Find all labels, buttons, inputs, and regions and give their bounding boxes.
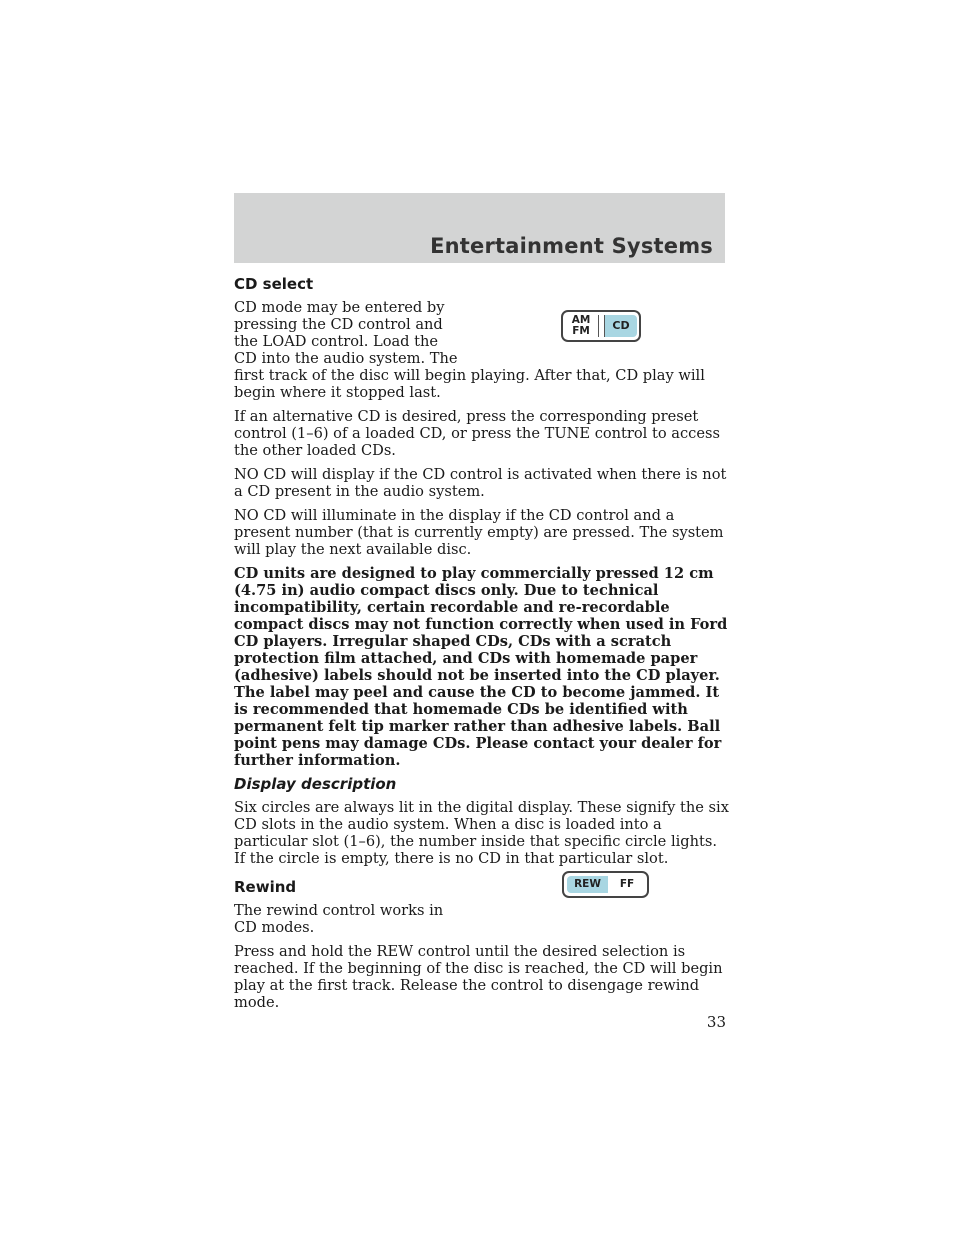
amfm-label-am: AM: [571, 314, 591, 326]
cd-select-heading: CD select: [234, 275, 314, 293]
cd-select-paragraph-2: If an alternative CD is desired, press the corresponding preset control (1–6) of a loaded CD, or press the TUNE control to access the other loaded CDs.: [234, 408, 720, 459]
cd-warning-paragraph: CD units are designed to play commercially pressed 12 cm (4.75 in) audio compact discs only. Due to technical incompatibility, certain recordable and re-recordable compact discs may not function correctly when used in Ford CD players. Irregular shaped CDs, CDs with a scratch protection film attached, and CDs with homemade paper (adhesive) labels should not be inserted into the CD player. The label may peel and cause the CD to become jammed. It is recommended that homemade CDs be identified with permanent felt tip marker rather than adhesive labels. Ball point pens may damage CDs. Please contact your dealer for further information.: [234, 565, 728, 769]
rewind-paragraph-2: Press and hold the REW control until the desired selection is reached. If the beginning of the disc is reached, the CD will begin play at the first track. Release the control to disengage rewind mode.: [234, 943, 723, 1011]
section-header-band: [234, 193, 725, 263]
rewind-paragraph-1: The rewind control works in CD modes.: [234, 902, 444, 936]
display-description-paragraph: Six circles are always lit in the digital display. These signify the six CD slots in the audio system. When a disc is loaded into a particular slot (1–6), the number inside that specific circle lights. If the circle is empty, there is no CD in that particular slot.: [234, 799, 729, 867]
illustration-space: [464, 299, 730, 367]
page-number: 33: [706, 1013, 726, 1031]
cd-select-paragraph-3: NO CD will display if the CD control is activated when there is not a CD present in the audio system.: [234, 466, 727, 500]
rew-button-segment: REW: [567, 876, 608, 893]
illustration-space-2: [464, 902, 730, 936]
rewind-heading: Rewind: [234, 878, 297, 896]
display-description-heading: Display description: [234, 775, 397, 793]
cd-select-paragraph-4: NO CD will illuminate in the display if the CD control and a present number (that is currently empty) are pressed. The system will play the next available disc.: [234, 507, 724, 558]
cd-select-paragraph-1: CD mode may be entered by pressing the CD control and the LOAD control. Load the CD into the audio system. The first track of the disc will begin playing. After that, CD play will begin where it stopped last.: [234, 299, 705, 401]
ff-button-segment: FF: [619, 878, 635, 890]
section-title: Entertainment Systems: [430, 234, 713, 258]
manual-content: [234, 276, 730, 1018]
amfm-label-fm: FM: [572, 325, 590, 337]
cd-button-segment: CD: [605, 315, 637, 337]
